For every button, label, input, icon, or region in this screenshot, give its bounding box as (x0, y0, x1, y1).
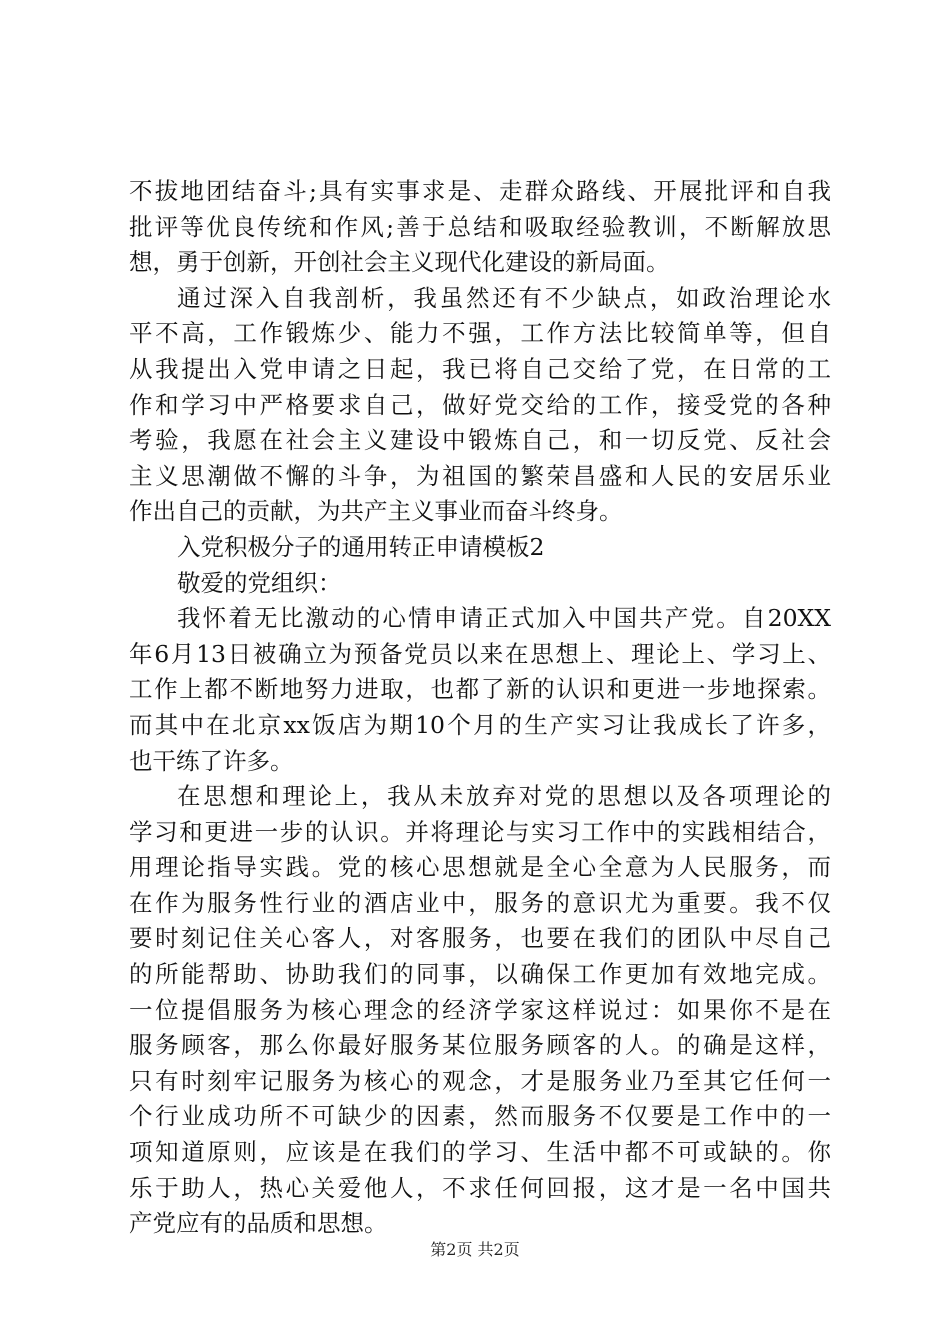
text-line: 产党应有的品质和思想。 (129, 1209, 388, 1238)
page-number: 第2页 共2页 (430, 1240, 520, 1259)
text-line: 一位提倡服务为核心理念的经济学家这样说过：如果你不是在 (129, 995, 831, 1024)
text-line: 作出自己的贡献，为共产主义事业而奋斗终身。 (129, 497, 623, 526)
text-line: 项知道原则，应该是在我们的学习、生活中都不可或缺的。你 (129, 1138, 831, 1167)
text-line: 而其中在北京xx饭店为期10个月的生产实习让我成长了许多， (129, 710, 831, 739)
text-line: 通过深入自我剖析，我虽然还有不少缺点，如政治理论水 (177, 283, 831, 312)
text-line: 要时刻记住关心客人，对客服务，也要在我们的团队中尽自己 (129, 924, 831, 953)
text-line: 用理论指导实践。党的核心思想就是全心全意为人民服务，而 (129, 853, 831, 882)
text-line: 平不高，工作锻炼少、能力不强，工作方法比较简单等，但自 (129, 319, 831, 348)
text-line: 也干练了许多。 (129, 746, 294, 775)
text-line: 我怀着无比激动的心情申请正式加入中国共产党。自20XX (177, 604, 831, 633)
text-line: 服务顾客，那么你最好服务某位服务顾客的人。的确是这样， (129, 1031, 831, 1060)
text-line: 批评等优良传统和作风;善于总结和吸取经验教训，不断解放思 (129, 212, 831, 241)
text-line: 乐于助人，热心关爱他人，不求任何回报，这才是一名中国共 (129, 1173, 831, 1202)
document-body (129, 174, 831, 1242)
text-line: 只有时刻牢记服务为核心的观念，才是服务业乃至其它任何一 (129, 1066, 831, 1095)
page-footer (0, 1240, 950, 1260)
text-line: 个行业成功所不可缺少的因素，然而服务不仅要是工作中的一 (129, 1102, 831, 1131)
text-line: 学习和更进一步的认识。并将理论与实习工作中的实践相结合， (129, 817, 831, 846)
text-line: 工作上都不断地努力进取，也都了新的认识和更进一步地探索。 (129, 675, 831, 704)
text-line: 在作为服务性行业的酒店业中，服务的意识尤为重要。我不仅 (129, 888, 831, 917)
text-line: 不拔地团结奋斗;具有实事求是、走群众路线、开展批评和自我 (129, 177, 831, 205)
text-line: 在思想和理论上，我从未放弃对党的思想以及各项理论的 (177, 782, 831, 811)
text-line: 的所能帮助、协助我们的同事，以确保工作更加有效地完成。 (129, 960, 831, 989)
text-line: 想，勇于创新，开创社会主义现代化建设的新局面。 (129, 248, 670, 277)
text-line: 作和学习中严格要求自己，做好党交给的工作，接受党的各种 (129, 390, 831, 419)
text-line: 主义思潮做不懈的斗争，为祖国的繁荣昌盛和人民的安居乐业 (129, 461, 831, 490)
section-heading: 入党积极分子的通用转正申请模板2 (177, 532, 545, 561)
salutation: 敬爱的党组织： (177, 568, 342, 597)
text-line: 从我提出入党申请之日起，我已将自己交给了党，在日常的工 (129, 354, 831, 383)
text-line: 考验，我愿在社会主义建设中锻炼自己，和一切反党、反社会 (129, 426, 831, 455)
text-line: 年6月13日被确立为预备党员以来在思想上、理论上、学习上、 (129, 639, 831, 668)
